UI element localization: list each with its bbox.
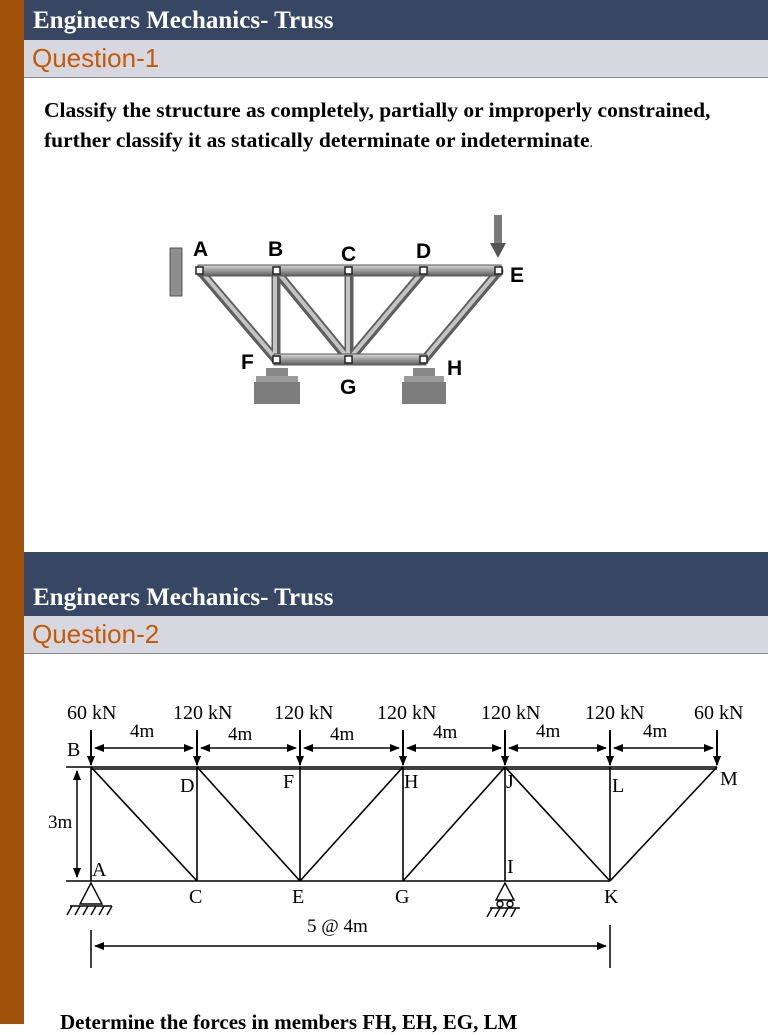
load-label: 60 kN: [67, 702, 117, 724]
node-label-B: B: [67, 739, 81, 761]
node-label-M: M: [720, 768, 738, 790]
pin-support-A: [67, 883, 112, 915]
slide-2-question-label: Question-2: [32, 619, 160, 649]
node-label-H: H: [404, 771, 419, 793]
question-text-end: .: [589, 136, 594, 151]
node-label-J: J: [506, 771, 514, 793]
load-label: 120 kN: [274, 702, 334, 724]
load-label: 120 kN: [173, 702, 233, 724]
spacing-label: 4m: [433, 722, 458, 743]
load-label: 120 kN: [481, 702, 541, 724]
node-label-D: D: [416, 240, 432, 263]
height-label: 3m: [48, 812, 73, 833]
roller-support-I: [487, 883, 520, 917]
node-label-A: A: [193, 238, 209, 261]
node-label-I: I: [507, 856, 514, 878]
spacing-label: 4m: [130, 721, 155, 742]
spacing-label: 4m: [536, 721, 561, 742]
node-label-C: C: [341, 243, 357, 266]
question-text-body: Classify the structure as completely, partially or improperly constrained, further classify it as statically determinate or indeterminate: [44, 98, 711, 152]
load-label: 120 kN: [585, 702, 645, 724]
node-label-K: K: [604, 886, 619, 908]
node-label-H: H: [447, 357, 463, 380]
load-label: 60 kN: [694, 702, 744, 724]
spacing-label: 4m: [228, 724, 253, 745]
node-label-G: G: [340, 376, 357, 399]
span-label: 5 @ 4m: [307, 916, 368, 937]
slide-2-question-text: Determine the forces in members FH, EH, EG, LM: [60, 1010, 518, 1034]
node-label-A: A: [92, 859, 107, 881]
slide-1-title: Engineers Mechanics- Truss: [33, 7, 334, 34]
spacing-label: 4m: [643, 721, 668, 742]
slide-2-title: Engineers Mechanics- Truss: [33, 584, 334, 611]
spacing-label: 4m: [330, 724, 355, 745]
load-label: 120 kN: [377, 702, 437, 724]
node-label-E: E: [292, 886, 305, 908]
node-label-E: E: [510, 264, 525, 287]
node-label-F: F: [283, 771, 295, 793]
node-label-B: B: [268, 238, 284, 261]
node-label-F: F: [241, 351, 254, 374]
node-label-C: C: [189, 886, 203, 908]
node-label-L: L: [612, 775, 625, 797]
node-label-D: D: [180, 775, 195, 797]
slide-1-question-label: Question-1: [32, 43, 160, 73]
node-label-G: G: [395, 886, 410, 908]
